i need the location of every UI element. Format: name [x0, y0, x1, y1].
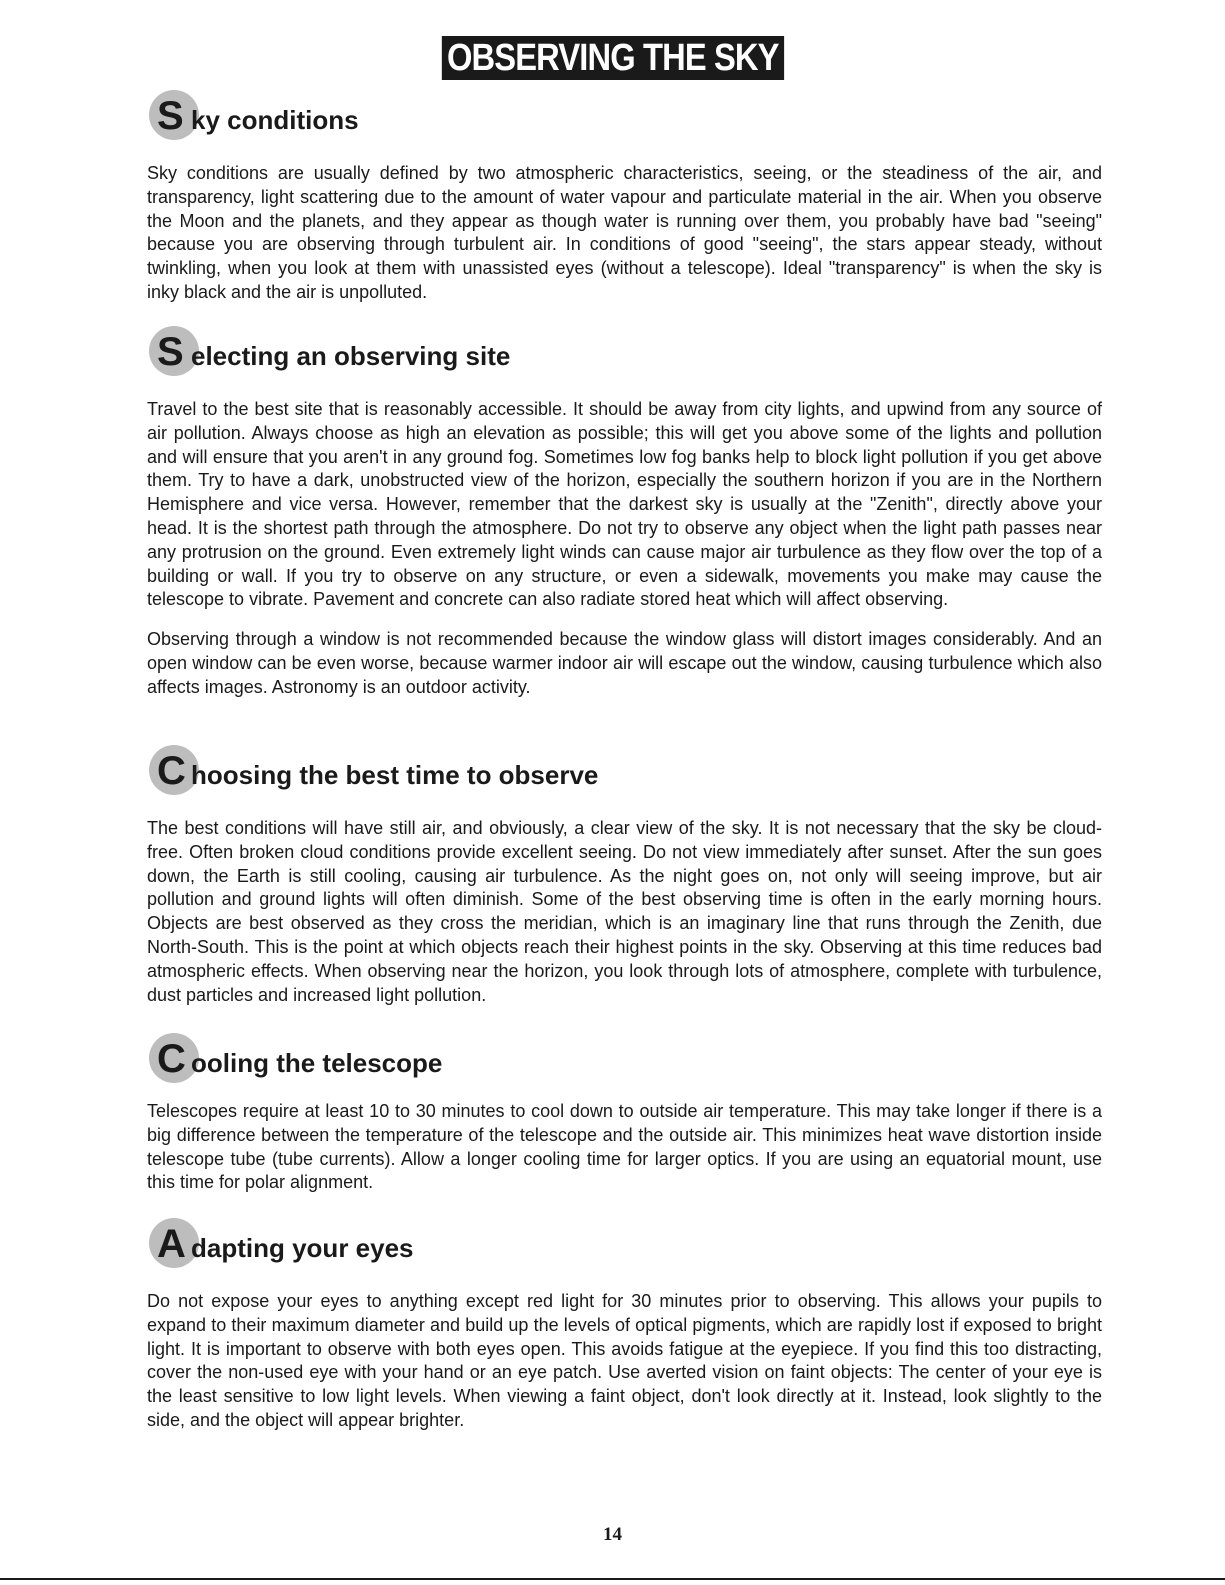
section-heading — [147, 1218, 1102, 1270]
section-best-time — [147, 745, 1102, 1007]
heading-initial: C — [157, 1037, 186, 1081]
page-title-banner — [0, 36, 1225, 80]
section-heading — [147, 326, 1102, 378]
paragraph: Telescopes require at least 10 to 30 minutes to cool down to outside air temperature. This may take longer if there is a big difference between the temperature of the telescope and the outside air. This minimizes heat wave distortion inside telescope tube (tube currents). Allow a longer cooling time for larger optics. If you are using an equatorial mount, use this time for polar alignment. — [147, 1101, 1102, 1193]
heading-text: hoosing the best time to observe — [191, 760, 599, 790]
paragraph: Do not expose your eyes to anything except red light for 30 minutes prior to observing. This allows your pupils to expand to their maximum diameter and build up the levels of optical pigments, which are rapidly lost if exposed to bright light. It is important to observe with both eyes open. This avoids fatigue at the eyepiece. If you find this too distracting, cover the non-used eye with your hand or an eye patch. Use averted vision on faint objects: The center of your eye is the least sensitive to low light levels. When viewing a faint object, don't look directly at it. Instead, look slightly to the side, and the object will appear brighter. — [147, 1291, 1102, 1430]
heading-text: electing an observing site — [191, 341, 511, 371]
heading-initial: A — [157, 1222, 186, 1266]
heading-initial: S — [157, 330, 184, 374]
section-heading — [147, 1033, 1102, 1085]
page-number: 14 — [603, 1524, 622, 1545]
paragraph: The best conditions will have still air, and obviously, a clear view of the sky. It is not necessary that the sky be cloud-free. Often broken cloud conditions provide excellent seeing. Do not view immediately after sunset. After the sun goes down, the Earth is still cooling, causing air turbulence. As the night goes on, not only will seeing improve, but air pollution and ground lights will often diminish. Some of the best observing time is often in the early morning hours. Objects are best observed as they cross the meridian, which is an imaginary line that runs through the Zenith, due North-South. This is the point at which objects reach their highest points in the sky. Observing at this time reduces bad atmospheric effects. When observing near the horizon, you look through lots of atmosphere, complete with turbulence, dust particles and increased light pollution. — [147, 818, 1102, 1005]
page-title: OBSERVING THE SKY — [442, 36, 784, 80]
paragraph: Sky conditions are usually defined by two atmospheric characteristics, seeing, or the steadiness of the air, and transparency, light scattering due to the amount of water vapour and particulate material in the air. When you observe the Moon and the planets, and they appear as though water is running over them, you probably have bad "seeing" because you are observing through turbulent air. In conditions of good "seeing", the stars appear steady, without twinkling, when you look at them with unassisted eyes (without a telescope). Ideal "transparency" is when the sky is inky black and the air is unpolluted. — [147, 163, 1102, 302]
section-adapting-eyes — [147, 1218, 1102, 1433]
section-selecting-site — [147, 326, 1102, 700]
section-heading — [147, 90, 1102, 142]
heading-text: ooling the telescope — [191, 1048, 443, 1078]
paragraph: Observing through a window is not recommended because the window glass will distort images considerably. And an open window can be even worse, because warmer indoor air will escape out the window, causing turbulence which also affects images. Astronomy is an outdoor activity. — [147, 629, 1102, 697]
heading-initial: S — [157, 94, 184, 138]
heading-text: ky conditions — [191, 105, 359, 135]
section-cooling-telescope — [147, 1033, 1102, 1195]
section-sky-conditions — [147, 90, 1102, 305]
bottom-rule — [0, 1578, 1225, 1580]
section-heading — [147, 745, 1102, 797]
paragraph: Travel to the best site that is reasonably accessible. It should be away from city lights, and upwind from any source of air pollution. Always choose as high an elevation as possible; this will get you above some of the lights and pollution and will ensure that you aren't in any ground fog. Sometimes low fog banks help to block light pollution if you get above them. Try to have a dark, unobstructed view of the horizon, especially the southern horizon if you are in the Northern Hemisphere and vice versa. However, remember that the darkest sky is usually at the "Zenith", directly above your head. It is the shortest path through the atmosphere. Do not try to observe any object when the light path passes near any protrusion on the ground. Even extremely light winds can cause major air turbulence as they flow over the top of a building or wall. If you try to observe on any structure, or even a sidewalk, movements you make may cause the telescope to vibrate. Pavement and concrete can also radiate stored heat which will affect observing. — [147, 399, 1102, 610]
heading-text: dapting your eyes — [191, 1233, 414, 1263]
heading-initial: C — [157, 749, 186, 793]
